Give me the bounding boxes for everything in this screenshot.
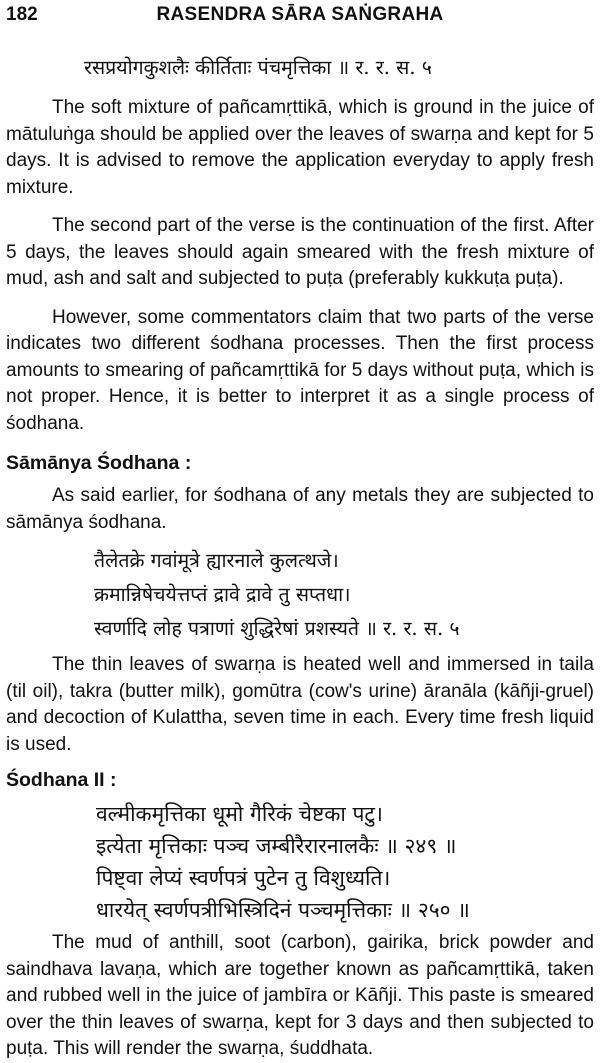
verse-line: पिष्ट्वा लेप्यं स्वर्णपत्रं पुटेन तु विशुध्यति। [96, 866, 391, 890]
verse-line: स्वर्णादि लोह पत्राणां शुद्धिरेषां प्रशस्यते ॥ र. र. स. ५ [94, 617, 460, 640]
page-body [6, 48, 594, 1063]
verse-line: वल्मीकमृत्तिका धूमो गैरिकं चेष्टका पटु। [96, 802, 383, 826]
paragraph-commentators-view: However, some commentators claim that two parts of the verse indicates two different śodhana processes. Then the first process amounts to smearing of pañcamṛttikā for 5 days without puṭa, which is not proper. Hence, it is better to interpret it as a single process of śodhana. [6, 306, 594, 434]
sanskrit-verse-sodhana-ii [96, 798, 594, 926]
heading-samanya-sodhana: Sāmānya Śodhana : [6, 452, 192, 474]
page-number: 182 [6, 4, 38, 25]
paragraph-samanya-intro: As said earlier, for śodhana of any metals they are subjected to sāmānya śodhana. [6, 485, 594, 533]
sanskrit-verse-samanya [94, 544, 594, 646]
verse-line: इत्येता मृत्तिकाः पञ्च जम्बीरैरारनालकैः ॥ २४९ ॥ [96, 834, 457, 858]
heading-sodhana-ii: Śodhana II : [6, 769, 117, 791]
page-header [6, 4, 594, 30]
paragraph-sodhana-ii-process: The mud of anthill, soot (carbon), gairika, brick powder and saindhava lavaṇa, which are together known as pañcamṛttikā, taken and rubbed well in the juice of jambīra or Kāñji. This paste is smeared over the thin leaves of swarṇa, kept for 3 days and then subjected to puṭa. This will render the swarṇa, śuddhata. [6, 932, 594, 1059]
verse-line: रसप्रयोगकुशलैः कीर्तिताः पंचमृत्तिका ॥ र. र. स. ५ [84, 56, 432, 79]
paragraph-second-part-of-verse: The second part of the verse is the continuation of the first. After 5 days, the leaves should again smeared with the fresh mixture of mud, ash and salt and subjected to puṭa (preferably kukkuṭa puṭa). [6, 215, 594, 289]
paragraph-samanya-process: The thin leaves of swarṇa is heated well and immersed in taila (til oil), takra (butter milk), gomūtra (cow's urine) āranāla (kāñji-gruel) and decoction of Kulattha, seven time in each. Every time fresh liquid is used. [6, 654, 594, 755]
paragraph-pancamrttika-application: The soft mixture of pañcamṛttikā, which is ground in the juice of mātuluṅga should be applied over the leaves of swarṇa and kept for 5 days. It is advised to remove the application everyday to apply fresh mixture. [6, 97, 594, 198]
verse-line: क्रमान्निषेचयेत्तप्तं द्रावे द्रावे तु सप्तधा। [94, 583, 351, 606]
verse-line: तैलेतक्रे गवांमूत्रे ह्यारनाले कुलत्थजे। [94, 549, 339, 572]
sanskrit-verse-reference [84, 52, 594, 83]
running-title: RASENDRA SĀRA SAṄGRAHA [156, 4, 444, 25]
verse-line: धारयेत् स्वर्णपत्रीभिस्त्रिदिनं पञ्चमृत्तिकाः ॥ २५० ॥ [96, 898, 470, 922]
